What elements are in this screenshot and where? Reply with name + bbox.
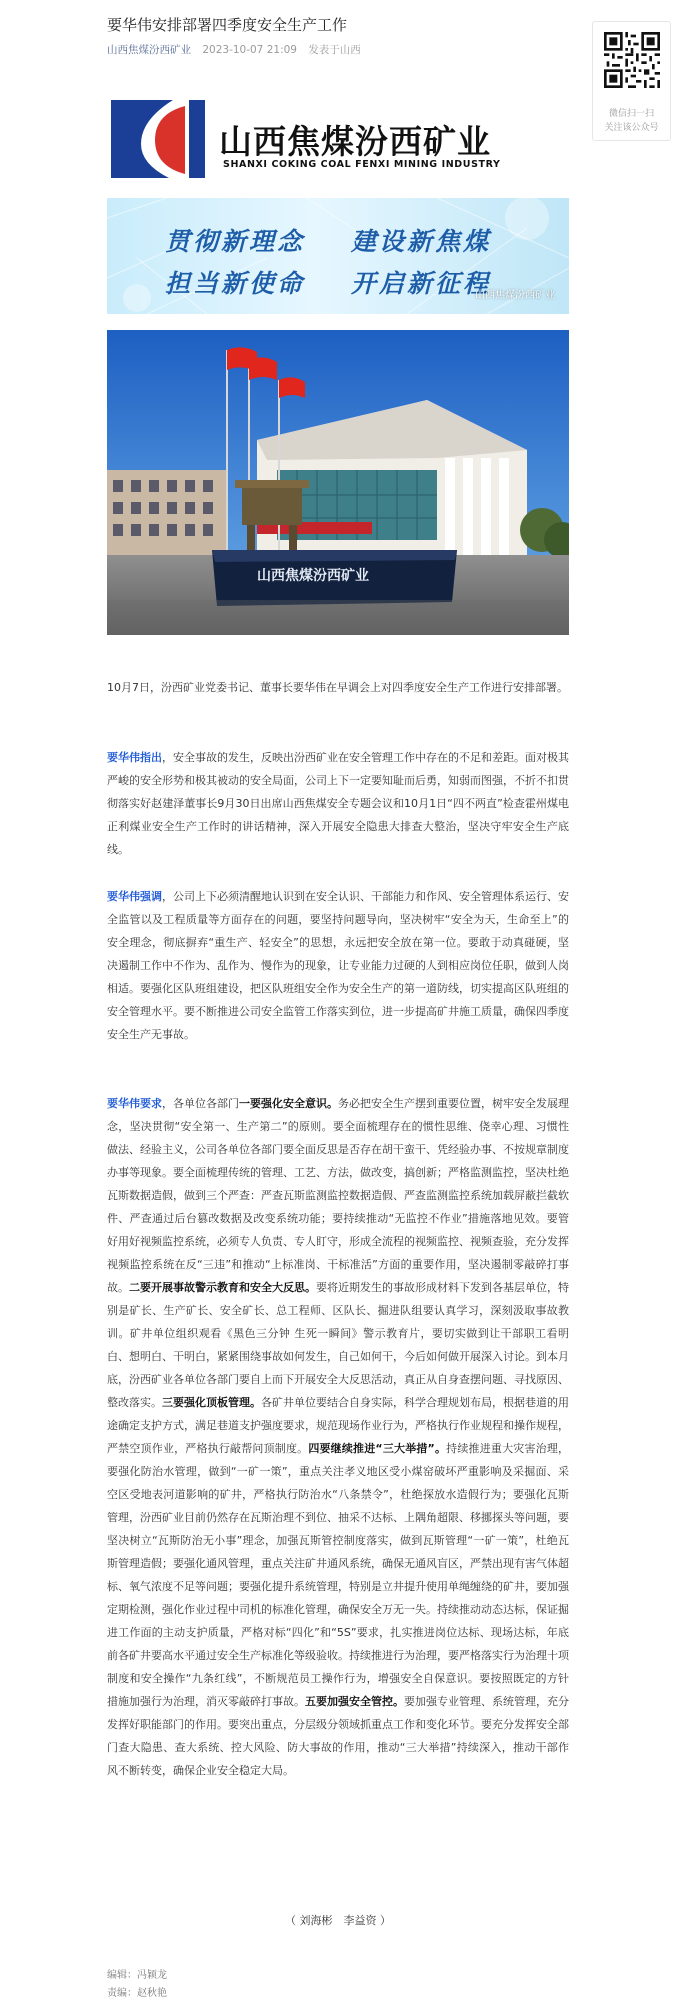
article-meta: [107, 43, 361, 57]
slogan-1: 贯彻新理念: [165, 227, 306, 256]
photo-sign-text: 山西焦煤汾西矿业: [257, 567, 369, 583]
paragraph-4-lead: 要华伟要求: [107, 1097, 162, 1110]
company-logo-icon: [111, 100, 221, 180]
paragraph-3-lead: 要华伟强调: [107, 890, 162, 903]
paragraph-2: [107, 746, 569, 861]
requirement-1-heading: 一要强化安全意识。: [239, 1097, 338, 1110]
qr-caption-scan: 微信扫一扫: [608, 109, 654, 119]
requirement-3-heading: 三要强化顶板管理。: [162, 1396, 261, 1409]
slogan-banner: [107, 198, 569, 314]
requirement-2-heading: 二要开展事故警示教育和安全大反思。: [129, 1281, 316, 1294]
author-credit: （ 刘海彬 李益资 ）: [285, 1914, 391, 1927]
logo-banner: [107, 86, 569, 196]
slogan-4: 开启新征程: [351, 269, 492, 298]
headquarters-building-illustration: [107, 330, 569, 635]
paragraph-4-text-d: 要将近期发生的事故形成材料下发到各基层单位，特别是矿长、生产矿长、安全矿长、总工程师、区队长、掘进队组要认真学习，深刻汲取事故教训。矿井单位组织观看《黑色三分钟 生死一瞬间》警示教育片，要切实做到让干部职工看明白、想明白、干明白，紧紧围绕事故如何发生，自己如何干，今后如何做开展深入讨论。到本月底，汾西矿业各单位各部门要自上而下开展安全大反思活动，真正从自身查摆问题、寻找原因、整改落实。: [107, 1281, 569, 1409]
headquarters-photo: [107, 330, 569, 635]
qr-follow-box[interactable]: [592, 21, 671, 141]
paragraph-4: [107, 1092, 569, 1782]
slogan-2: 建设新焦煤: [351, 227, 492, 256]
paragraph-4-text-a: ，各单位各部门: [162, 1097, 239, 1110]
paragraph-4-text-e: 各矿井单位要结合自身实际，科学合理规划布局，根据巷道的用途确定支护方式，满足巷道支护强度要求，规范现场作业行为，严格执行作业规程和操作规程，严禁空顶作业，严格执行敲帮问顶制度。: [107, 1396, 569, 1455]
company-name-en: SHANXI COKING COAL FENXI MINING INDUSTRY: [223, 159, 501, 170]
article-title: 要华伟安排部署四季度安全生产工作: [107, 16, 348, 34]
paragraph-4-text-c: 务必把安全生产摆到重要位置，树牢安全发展理念，坚决贯彻“安全第一、生产第二”的原则。要全面梳理存在的惯性思维、侥幸心理、习惯性做法、经验主义，公司各单位各部门要全面反思是否存在胡干蛮干、凭经验办事、不按规章制度办事等现象。要全面梳理传统的管理、工艺、方法，做改变，搞创新；严格监测监控，坚决杜绝瓦斯数据造假，做到三个严查：严查瓦斯监测监控数据造假、严查监测监控系统加载屏蔽拦截软件、严查通过后台篡改数据及改变系统功能；要持续推动“无监控不作业”措施落地见效。要管好用好视频监控系统，必须专人负责、专人盯守，形成全流程的视频监控、视频查验，充分发挥视频监控系统在反“三违”和推动“上标准岗、干标准活”方面的重要作用，坚决遏制零敲碎打事故。: [107, 1097, 569, 1294]
company-name-cn: 山西焦煤汾西矿业: [219, 122, 491, 161]
publish-datetime: 2023-10-07 21:09: [202, 44, 297, 56]
requirement-5-heading: 五要加强安全管控。: [305, 1695, 404, 1708]
paragraph-1-text: 10月7日，汾西矿业党委书记、董事长要华伟在早调会上对四季度安全生产工作进行安排部署。: [107, 681, 568, 694]
paragraph-3: [107, 885, 569, 1046]
publish-location: 发表于山西: [308, 44, 361, 56]
requirement-4-heading: 四要继续推进“三大举措”。: [308, 1442, 447, 1455]
image-watermark: 山西焦煤汾西矿业: [475, 290, 555, 301]
chief-editor-credit: 责编：赵秋艳: [107, 1988, 167, 1999]
paragraph-4-text-f: 持续推进重大灾害治理，要强化防治水管理，做到“一矿一策”，重点关注孝义地区受小煤窑破坏严重影响及采掘面、采空区受地表河道影响的矿井，严格执行防治水“八条禁令”，杜绝探放水造假行为；要强化瓦斯管理，汾西矿业目前仍然存在瓦斯治理不到位、抽采不达标、上隅角超限、移挪探头等问题，要坚决树立“瓦斯防治无小事”理念，加强瓦斯管控制度落实，做到瓦斯管理“一矿一策”，杜绝瓦斯管理造假；要强化通风管理，重点关注矿井通风系统，确保无通风盲区，严禁出现有害气体超标、氧气浓度不足等问题；要强化提升系统管理，特别是立井提升使用单绳缠绕的矿井，要加强定期检测，强化作业过程中司机的标准化管理，确保安全万无一失。持续推动动态达标，保证掘进工作面的主动支护质量，严格对标“四化”和“5S”要求，扎实推进岗位达标、现场达标，年底前各矿井要高水平通过安全生产标准化等级验收。持续推进行为治理，要严格落实行为治理十项制度和安全操作“九条红线”，不断规范员工操作行为，增强安全自保意识。要按照既定的方针措施加强行为治理，消灭零敲碎打事故。: [107, 1442, 570, 1708]
qr-code-icon: [604, 32, 660, 88]
slogan-3: 担当新使命: [165, 269, 306, 298]
paragraph-2-lead: 要华伟指出: [107, 751, 162, 764]
account-name-link[interactable]: 山西焦煤汾西矿业: [107, 44, 191, 56]
qr-caption-follow: 关注该公众号: [604, 123, 659, 133]
paragraph-3-text: ，公司上下必须清醒地认识到在安全认识、干部能力和作风、安全管理体系运行、安全监管以及工程质量等方面存在的问题，要坚持问题导向，坚决树牢“安全为天，生命至上”的安全理念，彻底摒弃“重生产、轻安全”的思想，永远把安全放在第一位。要敢于动真碰硬，坚决遏制工作中不作为、乱作为、慢作为的现象，让专业能力过硬的人到相应岗位任职，做到人岗相适。要强化区队班组建设，把区队班组安全作为安全生产的第一道防线，切实提高区队班组的安全管理水平。要不断推进公司安全监管工作落实到位，进一步提高矿井施工质量，确保四季度安全生产无事故。: [107, 890, 569, 1041]
paragraph-2-text: ，安全事故的发生，反映出汾西矿业在安全管理工作中存在的不足和差距。面对极其严峻的安全形势和极其被动的安全局面，公司上下一定要知耻而后勇，知弱而图强，不折不扣贯彻落实好赵建泽董事长9月30日出席山西焦煤安全专题会议和10月1日“四不两直”检查霍州煤电正利煤业安全生产工作时的讲话精神，深入开展安全隐患大排查大整治，坚决守牢安全生产底线。: [107, 751, 569, 856]
editor-credit: 编辑：冯颖龙: [107, 1970, 167, 1981]
paragraph-1: [107, 676, 569, 699]
paragraph-4-text-g: 要加强专业管理、系统管理，充分发挥好职能部门的作用。要突出重点，分层级分领域抓重点工作和变化环节。要充分发挥安全部门查大隐患、查大系统、控大风险、防大事故的作用，推动“三大举措”持续深入，推动干部作风不断转变，确保企业安全稳定大局。: [107, 1695, 569, 1777]
